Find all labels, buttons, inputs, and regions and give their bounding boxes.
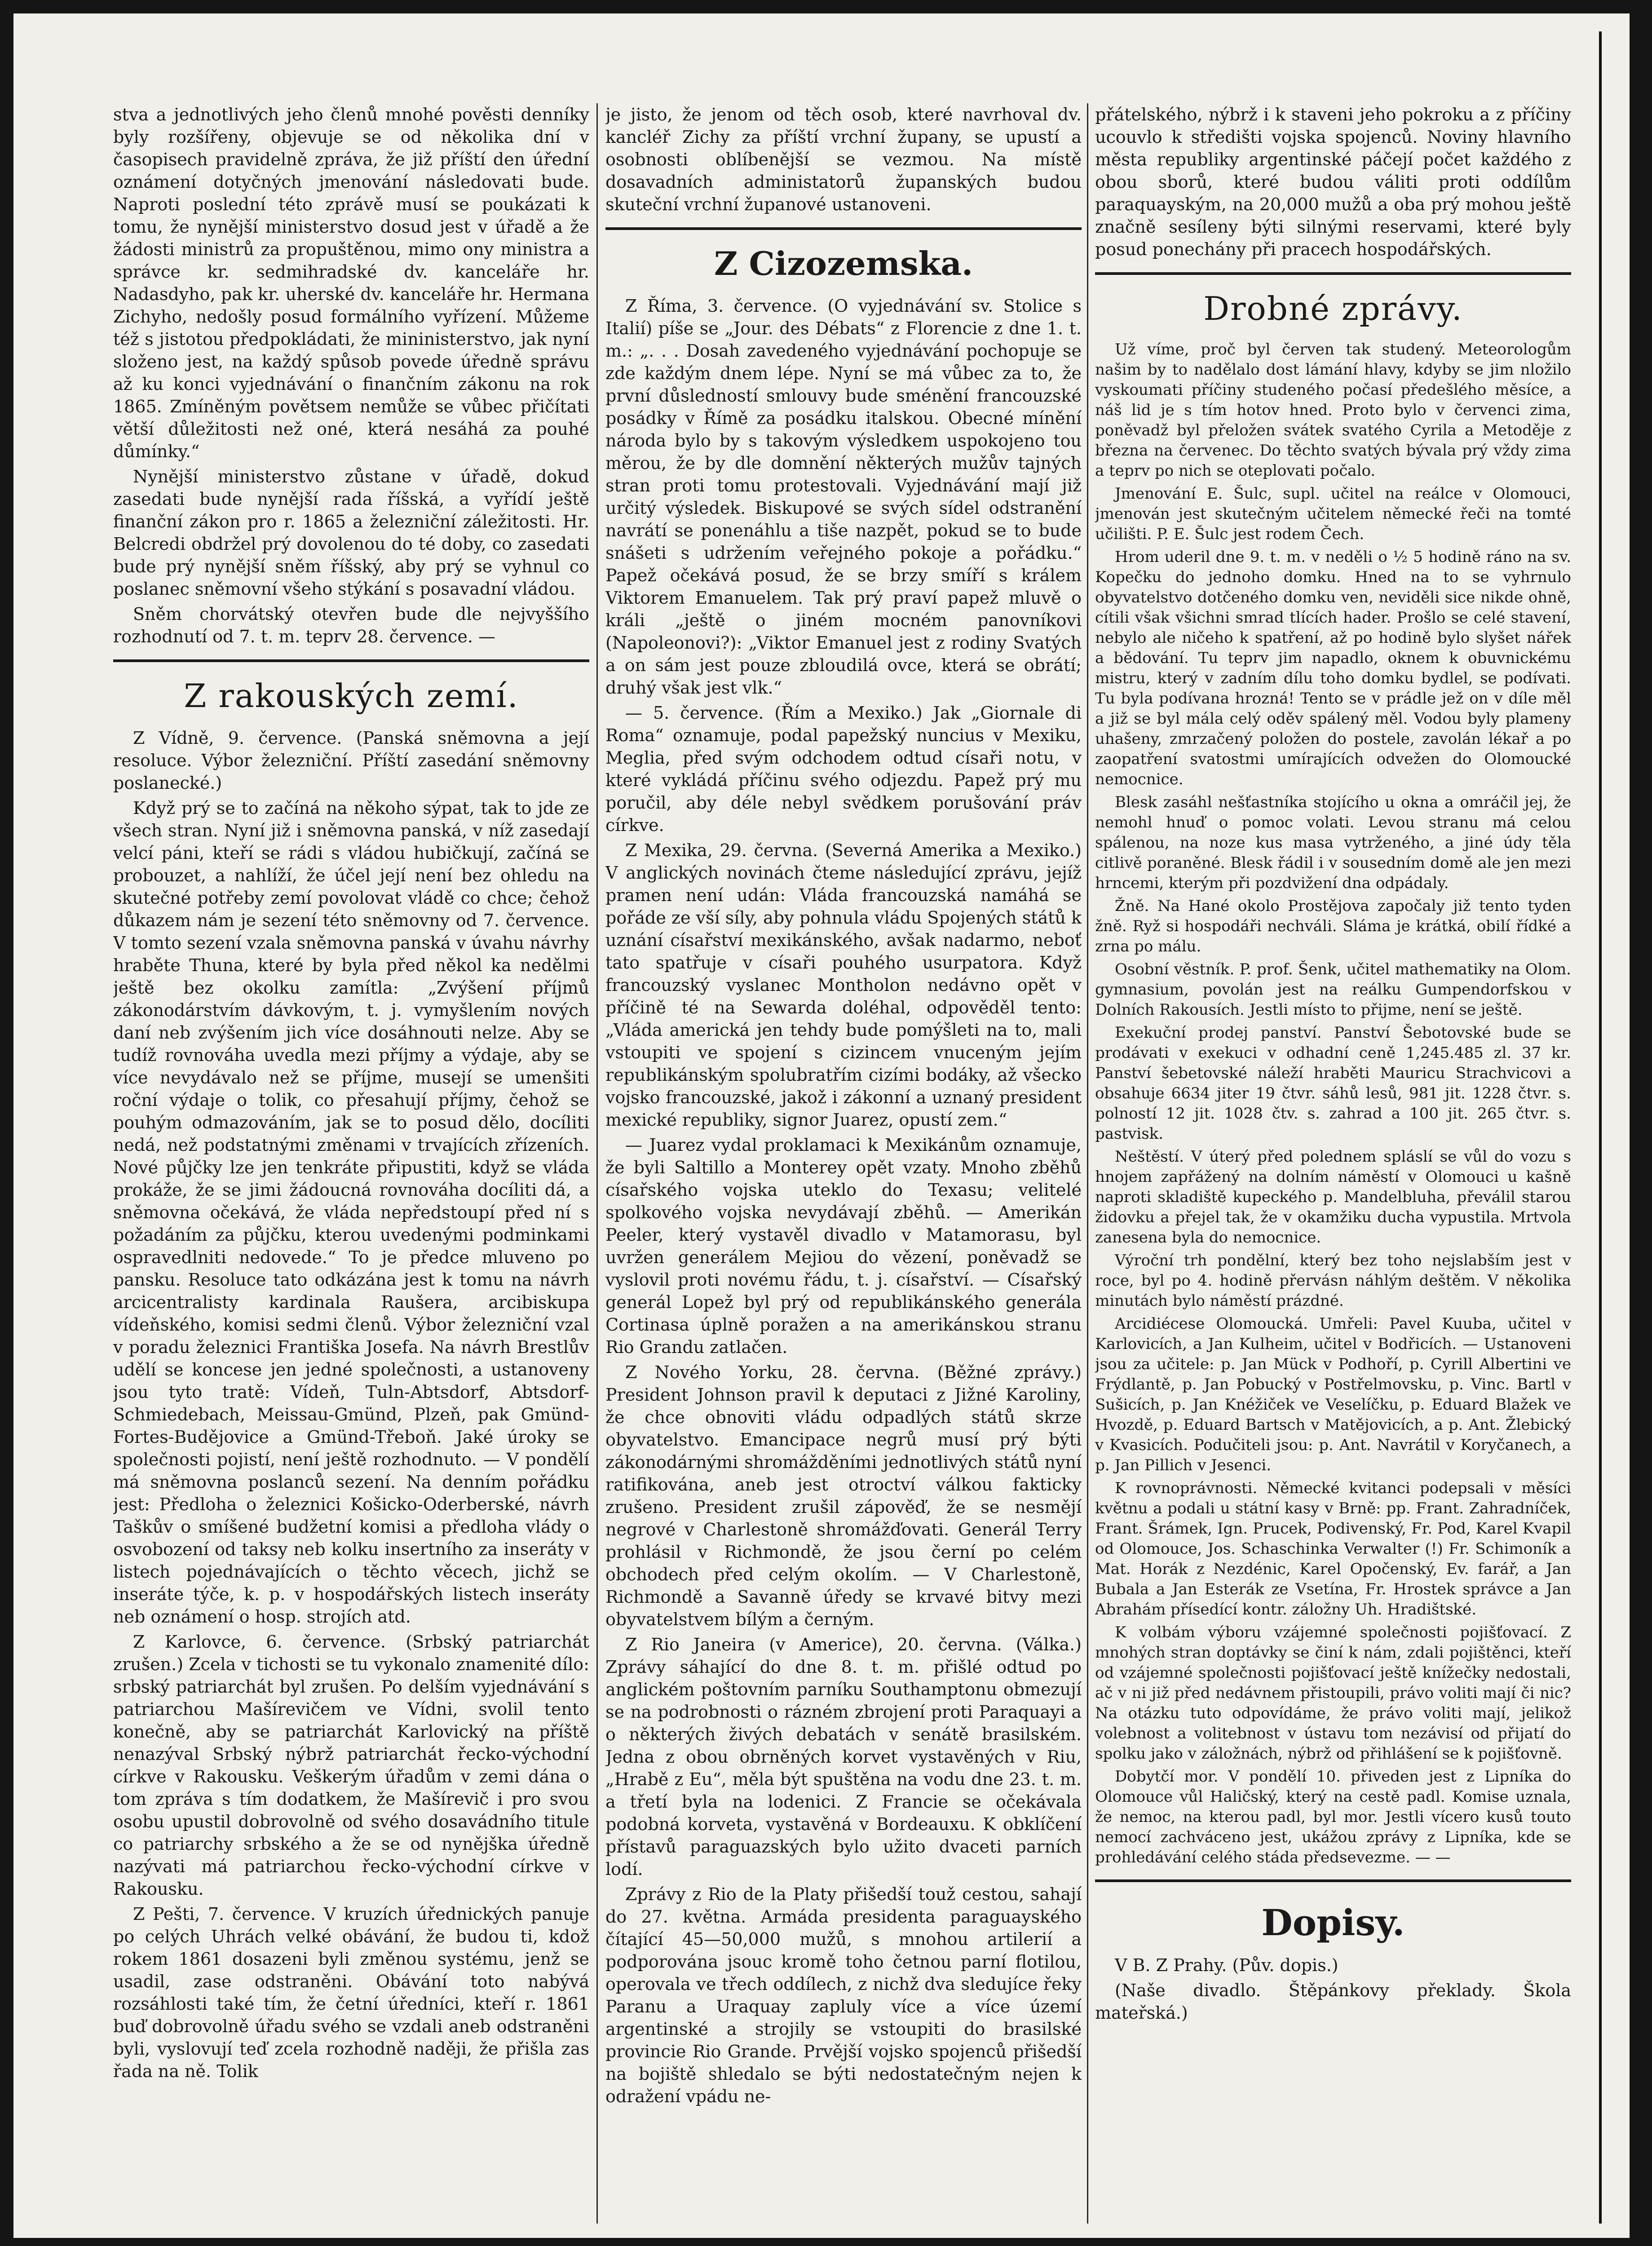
article-paragraph: Nynější ministerstvo zůstane v úřadě, dokud zasedati bude nynější rada říšská, a vyřídí ještě finanční zákon pro r. 1865 a železniční záležitosti. Hr. Belcredi obdržel prý dovolenou do té doby, co zasedati bude prý nynější sněm říšský, aby prý se vyhnul co poslanec sněmovní všeho stýkání s posavadní vládou. [113,467,589,599]
news-item: Exekuční prodej panství. Panství Šebotovské bude se prodávati v exekuci v odhadní ceně 1,245.485 zl. 37 kr. Panství šebetovské náleží hraběti Mauricu Strachvicovi a obsahuje 6634 jiter 19 čtvr. sáhů lesů, 981 jit. 1228 čtvr. s. polností 12 jit. 1028 čtv. s. zahrad a 100 jit. 265 čtvr. s. pastvisk. [1095,1024,1571,1143]
newspaper-page [13,13,1630,2238]
letter-subheading: (Naše divadlo. Štěpánkovy překlady. Škola mateřská.) [1095,1981,1571,2023]
letters-title: Dopisy. [1261,1901,1405,1944]
news-item: Neštěstí. V úterý před polednem spláslí se vůl do vozu s hnojem zapřážený na dolním náměstí v Olomouci u kašně naproti skladiště kupeckého p. Mandelbluha, převálil starou židovku a přejel tak, že v okamžiku ducha vypustila. Mrtvola zanesena byla do nemocnice. [1095,1148,1571,1247]
column-separator [1087,103,1088,2224]
news-item: Výroční trh pondělní, který bez toho nejslabším jest v roce, byl po 4. hodině přervásn náhlým deštěm. V několika minutách bylo náměstí prázdné. [1095,1251,1571,1310]
column-2 [605,103,1082,2224]
section-title: Drobné zprávy. [1203,290,1463,327]
article-paragraph: — 5. července. (Řím a Mexiko.) Jak „Giornale di Roma“ oznamuje, podal papežský nuncius v Mexiku, Meglia, před svým odchodem odtud císaři notu, v které vykládá příčinu svého odjezdu. Papež prý mu poručil, aby déle nebyl svědkem porušování práv církve. [605,703,1082,835]
article-paragraph: stva a jednotlivých jeho členů mnohé pověsti denníky byly rozšířeny, objevuje se od několika dní v časopisech pravidelně zpráva, že již příští den úřední oznámení dotyčných jmenování následovati bude. Naproti poslední této zprávě musí se poukázati k tomu, že nynější ministerstvo dosud jest v úřadě a že žádosti ministrů za propuštěnou, mimo ony ministra a správce kr. sedmihradské dv. kanceláře hr. Nadasdyho, pak kr. uherské dv. kanceláře hr. Hermana Zichyho, nedošly posud formálního vyřízení. Můžeme též s jistotou předpokládati, že mininisterstvo, jak nyní složeno jest, na každý spůsob povede úředně správu až ku konci vyjednávání o finančním zákonu na rok 1865. Zmíněným povětsem nemůže se vůbec přičítati větší důležitosti než oné, která nesáhá za pouhé důmínky.“ [113,105,589,461]
article-paragraph: Z Nového Yorku, 28. června. (Běžné zprávy.) President Johnson pravil k deputaci z Jižné Karoliny, že chce obnoviti vládu odpadlých států skrze obyvatelstvo. Emancipace negrů musí prý býti zákonodárnými shromážděními jednotlivých států nyní ratifikována, aneb jest otroctví válkou fakticky zrušeno. President zrušil zápověď, že se nesmějí negrové v Charlestoně shromážďovati. Generál Terry prohlásil v Richmondě, že jsou černí po celém obchodech před celým okolím. — V Charlestoně, Richmondě a Savanně úředy se krvavé bitvy mezi obyvatelstvem bílým a černým. [605,1362,1082,1629]
article-paragraph: Z Rio Janeira (v Americe), 20. června. (Válka.) Zprávy sáhající do dne 8. t. m. přišlé odtud po anglickém poštovním parníku Southamptonu obmezují se na podrobnosti o rázném zbrojení proti Paraquayi a o některých živých debatách v senátě brasilském. Jedna z obou obrněných korvet vystavěných v Riu, „Hrabě z Eu“, měla být spuštěna na vodu dne 23. t. m. a třetí byla na lodenici. Z Francie se očekávala podobná korveta, vystavěná v Bordeauxu. K obklíčení přístavů paraguazských bylo užito dvaceti parních lodí. [605,1635,1082,1879]
news-item: Už víme, proč byl červen tak studený. Meteorologům našim by to nadělalo dost lámání hlavy, kdyby se jim nložilo vyskoumati příčiny studeného počasí předešlého měsíce, a náš lid je s tím hotov hned. Proto bylo v červenci zima, poněvadž byl přeložen svátek svatého Cyrila a Metoděje z března na červenec. Do těchto svatých bývala prý vždy zima a teprv po nich se oteplovati počalo. [1095,340,1571,480]
column-1 [113,103,589,2224]
news-items [1095,340,1571,1868]
article-paragraph: Z Pešti, 7. července. V kruzích úřednických panuje po celých Uhrách velké obávání, že budou ti, kdož rokem 1861 dosazeni byli změnou systému, jenž se usadil, zase odstraněni. Obávání toto nabývá rozsáhlosti také tím, že četní úředníci, kteří r. 1861 buď dobrovolně úřadu svého se vzdali aneb odstraněni byli, vyslovují teď zcela rozhodně naději, že přišla zas řada na ně. Tolik [113,1904,589,2081]
article-paragraph: Z Říma, 3. července. (O vyjednávání sv. Stolice s Italií) píše se „Jour. des Débats“ z Florencie z dne 1. t. m.: „. . . Dosah zavedeného vyjednávání pochopuje se zde každým dnem lépe. Nyní se má vůbec za to, že první důsledností smlouvy bude sménění francouzské posádky v Římě za posádku italskou. Obecné mínění národa bylo by s takovým výsledkem uspokojeno tou měrou, že by dle domnění některých mužův tajných stran proti tomu protestovali. Vyjednávání mají již určitý výsledek. Biskupové se svých sídel odstranění navrátí se ponenáhlu a tiše nazpět, pokud se to bude snášeti s udržením veřejného pokoje a pořádku.“ Papež očekává posud, že se brzy smíří s králem Viktorem Emanuelem. Tak prý praví papež mluvě o králi „ještě o jiném mocném panovníkovi (Napoleonovi?): „Viktor Emanuel jest z rodiny Svatých a on sám jest pouze zbloudilá ovce, která se obrátí; druhý však jest vlk.“ [605,296,1082,698]
page-edge-rule [1599,31,1602,2224]
news-item: Blesk zasáhl nešťastníka stojícího u okna a omráčil jej, že nemohl hnuď o pomoc volati. Levou stranu má celou spálenou, na noze kus masa vytrženého, a jiné údy těla citlivě poraněné. Blesk řádil i v sousedním domě ale jen mezi hrncemi, kterým při pozdvižení dna odpádaly. [1095,793,1571,892]
section-rule [1095,272,1571,275]
news-item: Hrom uderil dne 9. t. m. v neděli o ½ 5 hodině ráno na sv. Kopečku do jednoho domku. Hned na to se vyhrnulo obyvatelstvo dotčeného domku ven, neviděli sice nikde ohně, cítili však všichni smrad tlících hader. Prošlo se celé stavení, nebylo ale ničeho k spatření, až po hodině bylo slyšet nářek a bědování. Tu teprv jim napadlo, oknem k obuvnickému mistru, který v zadním dílu toho domku bydlel, se podívati. Tu byla podívana hrozná! Tento se v prádle jež on v díle měl a již se byl mála celý oděv spálený měl. Vodou byly plameny uhašeny, zmrzačený položen do postele, zavolán lékař a po zaopatření svatostmi umírajících odvežen do Olomoucké nemocnice. [1095,548,1571,788]
section-rule [1095,1879,1571,1882]
section-title: Z Cizozemska. [714,244,973,283]
news-item: Jmenování E. Šulc, supl. učitel na reálce v Olomouci, jmenován jest skutečným učitelem německé řeči na tomté učilišti. P. E. Šulc jest rodem Čech. [1095,485,1571,543]
section-title: Z rakouských zemí. [184,677,519,715]
news-item: Dobytčí mor. V pondělí 10. přiveden jest z Lipníka do Olomouce vůl Haličský, který na cestě padl. Komise uznala, že nemoc, na kterou padl, byl mor. Jestli vícero kusů touto nemocí zachváceno jest, ukážou zprávy z Lipníka, kde se prohledávání celého stáda předsevezme. — — [1095,1768,1571,1866]
article-paragraph: je jisto, že jenom od těch osob, které navrhoval dv. kancléř Zichy za příští vrchní župany, se upustí a osobnosti oblíbenější se vezmou. Na místě dosavadních administatorů županských budou skuteční vrchní županové ustanoveni. [605,105,1082,214]
section-rule [605,227,1082,230]
article-paragraph: Z Mexika, 29. června. (Severná Amerika a Mexiko.) V anglických novinách čteme následující zprávu, jejíž pramen není udán: Vláda francouzská namáhá se pořáde ze vší síly, aby pohnula vládu Spojených států k uznání císařství mexikánského, avšak nadarmo, neboť tato spatřuje v císaři pouhého usurpatora. Když francouzský vyslanec Montholon nedávno opět v příčině té na Sewarda doléhal, odpověděl tento: „Vláda americká jen tehdy bude pomýšleti na to, mali vstoupiti ve spojení s cizincem vnuceným jejím republikánským spolubratřím cizími bodáky, až všecko vojsko francouzské, jakož i zákonní a uznaný president mexické republiky, signor Juarez, opustí zem.“ [605,840,1082,1130]
letter-heading: V B. Z Prahy. (Pův. dopis.) [1115,1955,1338,1975]
article-paragraph: Sněm chorvátský otevřen bude dle nejvyššího rozhodnutí od 7. t. m. teprv 28. července. — [113,604,589,646]
article-paragraph: — Juarez vydal proklamaci k Mexikánům oznamuje, že byli Saltillo a Monterey opět vzaty. Mnoho zběhů císařského vojska uteklo do Texasu; velitelé spolkového vojska nevydávají zběhů. — Amerikán Peeler, který vystavěl divadlo v Matamorasu, byl uvržen generálem Mejiou do vězení, poněvadž se vyslovil proti novému řádu, t. j. císařství. — Císařský generál Lopež byl prý od republikánského generála Cortinasa úplně poražen a na amerikánskou stranu Rio Grandu zatlačen. [605,1135,1082,1357]
column-separator [596,103,598,2224]
section-rule [113,659,589,662]
news-item: K rovnoprávnosti. Německé kvitanci podepsali v měsíci květnu a podali u státní kasy v Brně: pp. Frant. Zahradníček, Frant. Šrámek, Ign. Prucek, Podivenský, Fr. Pod, Karel Kvapil od Olomouce, Jos. Schaschinka Verwalter (!) Fr. Schimoník a Mat. Horák z Nezdénic, Karel Opočenský, Ev. farář, a Jan Bubala a Jan Esterák ze Vsetína, Fr. Hrostek správce a Jan Abrahám přísedící kontr. záložny Uh. Hradištské. [1095,1479,1571,1618]
article-paragraph: přátelského, nýbrž i k staveni jeho pokroku a z příčiny ucouvlo k středišti vojska spojenců. Noviny hlavního města republiky argentinské páčejí počet každého z obou sborů, které budou váliti proti oddílům paraquayským, na 20,000 mužů a oba prý mohou ještě značně sesíleny býti silnými reservami, které byly posud ponechány při pracech hospodářských. [1095,105,1571,259]
column-3 [1095,103,1571,2224]
article-paragraph: Zprávy z Rio de la Platy přišedší touž cestou, sahají do 27. května. Armáda presidenta paraguayského čítající 45—50,000 mužů, s mnohou artilerií a podporována jsouc kromě toho četnou parní flotilou, operovala ve třech oddílech, z nichž dva sledujíce řeky Paranu a Uraquay zapluly více a více území argentinské a strojily se vstoupiti do brasilské provincie Rio Grande. Prvější vojsko spojenců přišedší na bojiště shledalo se býti nedostatečným nejen k odražení vpádu ne- [605,1884,1082,2106]
article-paragraph: Když prý se to začíná na někoho sýpat, tak to jde ze všech stran. Nyní již i sněmovna panská, v níž zasedají velcí páni, kteří se rádi s vládou hubičkují, začíná se probouzet, a nahlíží, že účel její není bez ohledu na skutečné potřeby zemí povolovat vládě co chce; čehož důkazem nám je sezení této sněmovny od 7. července. V tomto sezení vzala sněmovna panská v úvahu návrhy hraběte Thuna, které by byla před někol ka nedělmi ještě bez okolku zamítla: „Zvýšení příjmů zákonodárstvím dávkovým, t. j. vymyšlením nových daní neb zvýšením jich více dosáhnouti nelze. Aby se tudíž rovnováha uvedla mezi příjmy a výdaje, aby se více nevydávalo než se příjme, musejí se umenšiti roční výdaje o tolik, co přesahují příjmy, čehož se pouhým odmazováním, jak se to posud dělo, docíliti nedá, než podstatnými změnami v trvajících zřízeních. Nové půjčky lze jen tenkráte připustiti, když se vláda prokáže, že se jimi žádoucná rovnováha docíliti dá, a sněmovna očekává, že vláda nepředstoupí před ní s požadáním za půjčku, kterou uvedenými podminkami ospravedlniti nedovede.“ To je předce mluveno po pansku. Resoluce tato odkázána jest k tomu na návrh arcicentralisty kardinala Raušera, arcibiskupa vídeňského, komisi sedmi členů. Výbor železniční vzal v poradu železnici Františka Josefa. Na návrh Brestlův udělí se koncese jen jedné společnosti, a ustanoveny jsou tyto tratě: Vídeň, Tuln-Abtsdorf, Abtsdorf-Schmiedebach, Meissau-Gmünd, Plzeň, pak Gmünd-Fortes-Budějovice a Gmünd-Třeboň. Jaké úroky se společnosti pojistí, není ještě rozhodnuto. — V pondělí má sněmovna poslanců sezení. Na denním pořádku jest: Předloha o železnici Košicko-Oderberské, návrh Taškův o smíšené budžetní komisi a předloha vlády o osvobození od taksy neb kolku insertního za inseráty v listech pojednávajících o těchto věcech, jichž se inseráte týče, k. p. v hospodářských listech inseráty neb oznámení o hosp. strojích atd. [113,798,589,1627]
article-paragraph: Z Vídně, 9. července. (Panská sněmovna a její resoluce. Výbor železniční. Příští zasedání sněmovny poslanecké.) [113,728,589,793]
article-paragraph: Z Karlovce, 6. července. (Srbský patriarchát zrušen.) Zcela v tichosti se tu vykonalo znamenité dílo: srbský patriarchát byl zrušen. Po delším vyjednávání s patriarchou Mašírevičem ve Vídni, svolil tento konečně, aby se patriarchát Karlovický na příště nenazýval Srbský nýbrž patriarchát řecko-východní církve v Rakousku. Veškerým úřadům v zemi dána o tom zpráva s tím dodatkem, že Mašírevič i pro svou osobu upustil dobrovolně od svého dosavádního titule co patriarchy srbského a že se od nynějška úředně nazývati má patriarchou řecko-východní církve v Rakousku. [113,1632,589,1899]
news-item: Arcidiécese Olomoucká. Umřeli: Pavel Kuuba, učitel v Karlovicích, a Jan Kulheim, učitel v Bodřicích. — Ustanoveni jsou za učitele: p. Jan Mück v Podhoří, p. Cyrill Albertini ve Frýdlantě, p. Jan Pobucký v Postřelmovsku, p. Vinc. Bartl v Sušicích, p. Jan Knéžiček ve Veselíčku, p. Eduard Blažek ve Hvozdě, p. Eduard Bartsch v Matějovicích, a p. Ant. Žlebický v Kvasicích. Podučiteli jsou: p. Ant. Navrátil v Koryčanech, a p. Jan Pillich v Jesenci. [1095,1315,1571,1474]
news-item: Žně. Na Hané okolo Prostějova započaly již tento tyden žně. Ryž si hospodáři nechváli. Sláma je krátká, obilí řídké a zrna po málu. [1095,897,1571,955]
news-item: K volbám výboru vzájemné společnosti pojišťovací. Z mnohých stran doptávky se činí k nám, zdali pojištěnci, kteří od vzájemné společnosti pojišťovací ještě knížečky nedostali, ač v ni již před nedávnem přistoupili, právo voliti mají či nic? Na otázku tuto odpovídáme, že právo voliti mají, jelikož volebnost a volitebnost v ústavu tom nezávisí od přijatí do spolku jako v záložnách, nýbrž od přihlášení se k pojišťovně. [1095,1623,1571,1763]
news-item: Osobní věstník. P. prof. Šenk, učitel mathematiky na Olom. gymnasium, povolán jest na reálku Gumpendorfskou v Dolních Rakousích. Jestli místo to přijme, není se ještě. [1095,960,1571,1019]
